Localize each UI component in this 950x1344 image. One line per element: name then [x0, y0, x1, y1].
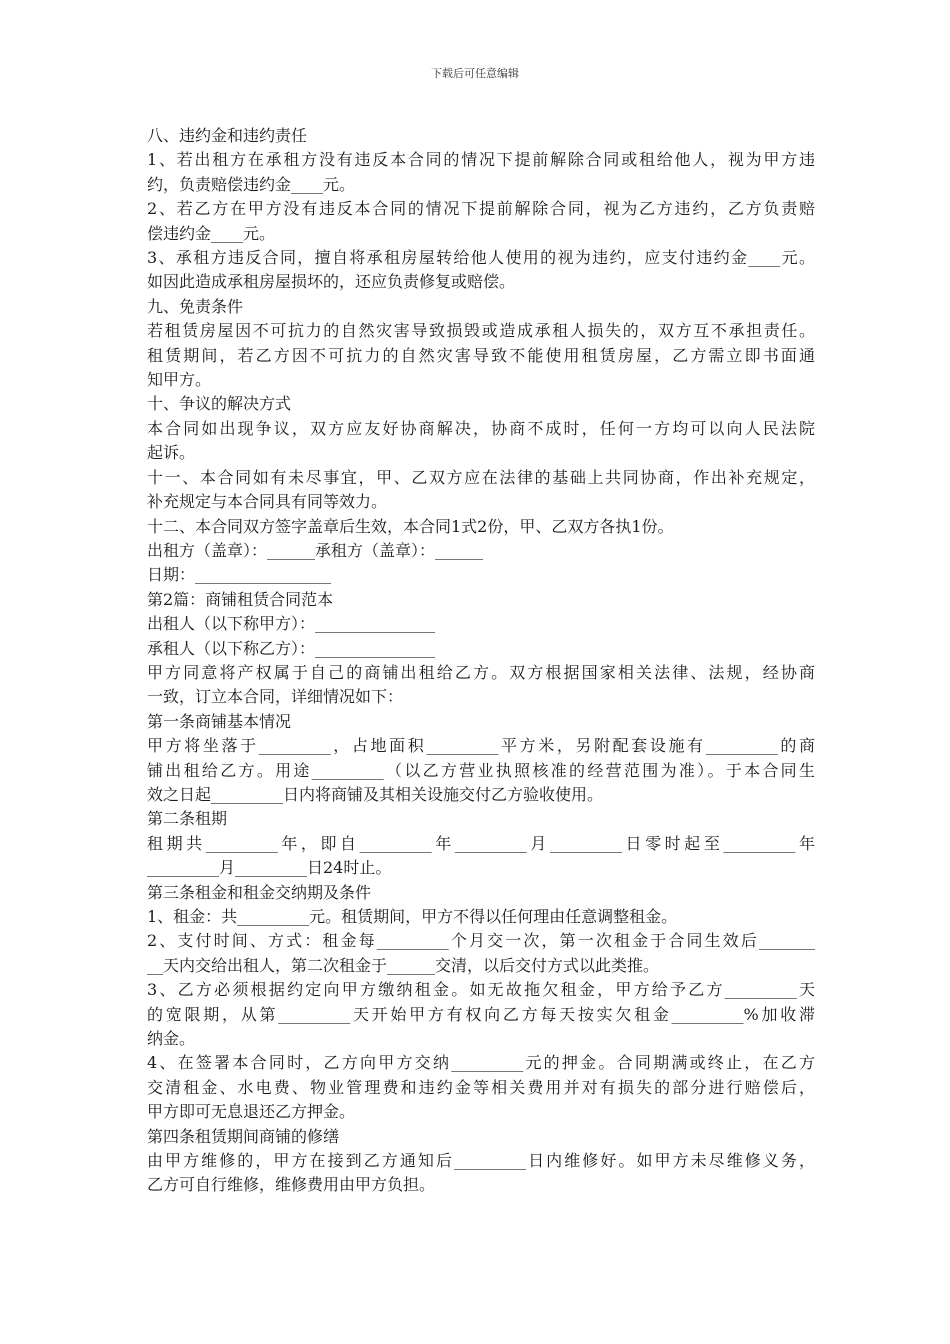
text-line: 铺出租给乙方。用途_________（以乙方营业执照核准的经营范围为准）。于本合同生: [147, 760, 815, 780]
text-line: 3、承租方违反合同，擅自将承租房屋转给他人使用的视为违约，应支付违约金____元。: [147, 248, 815, 268]
text-line: 纳金。: [147, 1029, 196, 1049]
text-line: 日期：_________________: [147, 565, 332, 585]
text-line: 第一条商铺基本情况: [147, 711, 292, 731]
text-line: 2、支付时间、方式：租金每_________个月交一次，第一次租金于合同生效后_______: [147, 931, 815, 951]
page-header-note: 下载后可任意编辑: [431, 67, 519, 80]
text-line: 甲方即可无息退还乙方押金。: [147, 1102, 356, 1122]
text-line: 补充规定与本合同具有同等效力。: [147, 492, 388, 512]
text-line: 的宽限期，从第_________天开始甲方有权向乙方每天按实欠租金_________%加收滞: [147, 1004, 815, 1024]
text-line: 十二、本合同双方签字盖章后生效，本合同1式2份，甲、乙双方各执1份。: [147, 516, 674, 536]
text-line: 知甲方。: [147, 370, 212, 390]
text-line: 出租人（以下称甲方）：_______________: [147, 614, 436, 634]
text-line: 十、争议的解决方式: [147, 394, 292, 414]
text-line: 租期共_________年，即自_________年_________月_________日零时起至_________年: [147, 833, 815, 853]
text-line: 偿违约金____元。: [147, 223, 276, 243]
text-line: 由甲方维修的，甲方在接到乙方通知后_________日内维修好。如甲方未尽维修义务，: [147, 1151, 815, 1171]
text-line: 起诉。: [147, 443, 196, 463]
text-line: 1、若出租方在承租方没有违反本合同的情况下提前解除合同或租给他人，视为甲方违: [147, 150, 815, 170]
text-line: 八、违约金和违约责任: [147, 126, 308, 145]
text-line: __天内交给出租人，第二次租金于______交清，以后交付方式以此类推。: [147, 955, 660, 975]
text-line: 如因此造成承租房屋损坏的，还应负责修复或赔偿。: [147, 272, 516, 292]
text-line: 承租人（以下称乙方）：_______________: [147, 638, 436, 658]
text-line: 第二条租期: [147, 809, 228, 829]
text-line: 2、若乙方在甲方没有违反本合同的情况下提前解除合同，视为乙方违约，乙方负责赔: [147, 199, 815, 219]
text-line: 十一、本合同如有未尽事宜，甲、乙双方应在法律的基础上共同协商，作出补充规定，: [147, 467, 815, 487]
text-line: 一致，订立本合同，详细情况如下：: [147, 687, 404, 707]
text-line: 第三条租金和租金交纳期及条件: [147, 882, 372, 902]
text-line: 效之日起_________日内将商铺及其相关设施交付乙方验收使用。: [147, 784, 604, 804]
text-line: 九、免责条件: [147, 296, 244, 316]
text-line: 甲方将坐落于_________，占地面积_________平方米，另附配套设施有_________的商: [147, 736, 815, 756]
text-line: 第2篇：商铺租赁合同范本: [147, 589, 334, 609]
text-line: 租赁期间，若乙方因不可抗力的自然灾害导致不能使用租赁房屋，乙方需立即书面通: [147, 345, 815, 365]
text-line: _________月_________日24时止。: [147, 858, 392, 878]
text-line: 本合同如出现争议，双方应友好协商解决，协商不成时，任何一方均可以向人民法院: [147, 418, 815, 438]
text-line: 第四条租赁期间商铺的修缮: [147, 1126, 340, 1146]
text-line: 甲方同意将产权属于自己的商铺出租给乙方。双方根据国家相关法律、法规，经协商: [147, 662, 815, 682]
text-line: 交清租金、水电费、物业管理费和违约金等相关费用并对有损失的部分进行赔偿后，: [147, 1077, 815, 1097]
document-body: [147, 124, 815, 1198]
text-line: 4、在签署本合同时，乙方向甲方交纳_________元的押金。合同期满或终止，在乙方: [147, 1053, 815, 1073]
text-line: 出租方（盖章）：______承租方（盖章）：______: [147, 540, 484, 560]
text-line: 约，负责赔偿违约金____元。: [147, 174, 356, 194]
text-line: 乙方可自行维修，维修费用由甲方负担。: [147, 1175, 436, 1195]
text-line: 若租赁房屋因不可抗力的自然灾害导致损毁或造成承租人损失的，双方互不承担责任。: [147, 321, 815, 341]
text-line: 3、乙方必须根据约定向甲方缴纳租金。如无故拖欠租金，甲方给予乙方_________天: [147, 980, 815, 1000]
text-line: 1、租金：共_________元。租赁期间，甲方不得以任何理由任意调整租金。: [147, 907, 678, 926]
